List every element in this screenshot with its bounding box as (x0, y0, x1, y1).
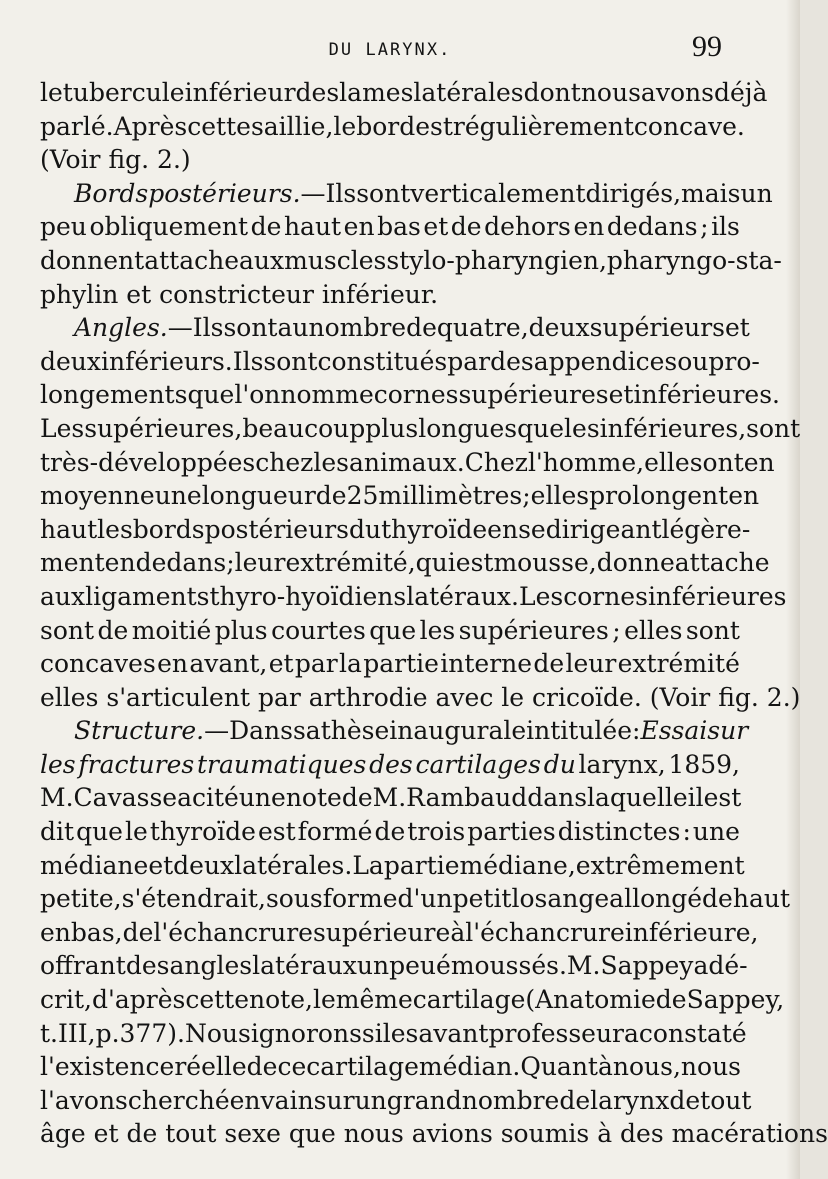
text-line: donnent attache aux muscles stylo-pharyngien, pharyngo-sta- (40, 245, 782, 275)
page-gutter-shadow (786, 0, 800, 1179)
text-line: longements que l'on nomme cornes supérieures et inférieures. (40, 380, 780, 410)
page-header (40, 28, 740, 64)
text-line: M. Cavasse a cité une note de M. Rambaud dans laquelle il est (40, 783, 742, 813)
text-line: dit que le thyroïde est formé de trois parties distinctes : une (40, 817, 740, 847)
text-line: Les supérieures, beaucoup plus longues que les inférieures, sont (40, 413, 801, 443)
text-line: ment en dedans ; leur extrémité, qui est mousse, donne attache (40, 548, 770, 578)
text-line: sont de moitié plus courtes que les supérieures ; elles sont (40, 615, 740, 645)
text-line: phylin et constricteur inférieur. (40, 279, 439, 309)
page-number: 99 (692, 30, 722, 63)
text-line: médiane et deux latérales. La partie médiane, extrêmement (40, 850, 745, 880)
text-line: Structure. — Dans sa thèse inaugurale intitulée : Essai sur (74, 716, 749, 746)
text-line: le tubercule inférieur des lames latérales dont nous avons déjà (40, 78, 768, 107)
text-line: Angles. — Ils sont au nombre de quatre, deux supérieurs et (74, 313, 750, 343)
running-head: DU LARYNX. (328, 40, 452, 60)
body-text (40, 76, 828, 1151)
text-line: l'avons cherché en vain sur un grand nombre de larynx de tout (40, 1085, 752, 1115)
text-line: moyenne une longueur de 25 millimètres ; elles prolongent en (40, 481, 760, 511)
text-line: t. III, p. 377). Nous ignorons si le savant professeur a constaté (40, 1018, 747, 1048)
text-line: âge et de tout sexe que nous avions soumis à des macérations (40, 1119, 828, 1149)
text-line: aux ligaments thyro-hyoïdiens latéraux. Les cornes inférieures (40, 581, 787, 611)
text-line: (Voir fig. 2.) (40, 145, 191, 175)
text-line: petite, s'étendrait, sous forme d'un petit losange allongé de haut (40, 884, 790, 914)
text-line: Bords postérieurs. — Ils sont verticalement dirigés, mais un (74, 178, 773, 208)
text-line: deux inférieurs. Ils sont constitués par des appendices ou pro- (40, 346, 760, 376)
text-line: elles s'articulent par arthrodie avec le cricoïde. (Voir fig. 2.) (40, 682, 801, 712)
text-line: crit, d'après cette note, le même cartilage (Anatomie de Sappey, (40, 985, 785, 1015)
text-line: très-développées chez les animaux. Chez l'homme, elles ont en (40, 447, 775, 477)
text-line: peu obliquement de haut en bas et de dehors en dedans ; ils (40, 212, 740, 242)
text-line: concaves en avant, et par la partie interne de leur extrémité (40, 649, 740, 679)
text-line: les fractures traumatiques des cartilages du larynx, 1859, (40, 749, 740, 779)
text-line: offrant des angles latéraux un peu émoussés. M. Sappey a dé- (40, 951, 748, 981)
text-line: parlé. Après cette saillie, le bord est régulièrement concave. (40, 111, 745, 141)
text-line: en bas, de l'échancrure supérieure à l'échancrure inférieure, (40, 917, 759, 947)
text-line: haut les bords postérieurs du thyroïde en se dirigeant légère- (40, 514, 751, 544)
text-line: l'existence réelle de ce cartilage médian. Quant à nous, nous (40, 1052, 742, 1082)
